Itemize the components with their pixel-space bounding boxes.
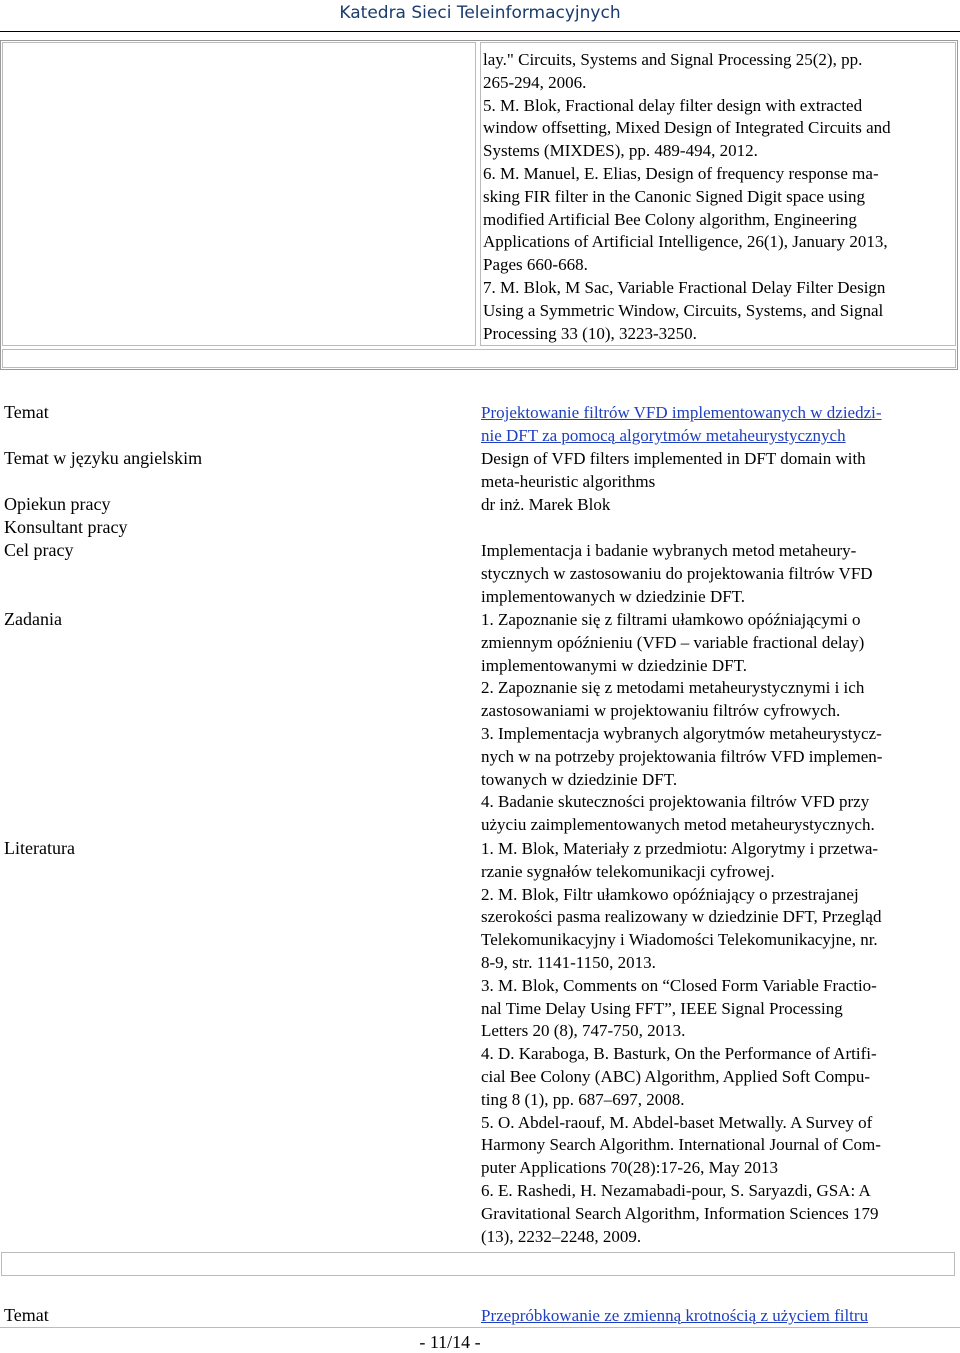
literature-line: Telekomunikacyjny i Wiadomości Telekomunikacyjne, nr.: [481, 930, 878, 950]
supervisor-value: dr inż. Marek Blok: [481, 495, 611, 514]
topic-title-en-line: Design of VFD filters implemented in DFT domain with: [481, 449, 866, 468]
consultant-value: [481, 517, 951, 540]
literature-line: window offsetting, Mixed Design of Integrated Circuits and: [483, 118, 891, 138]
literature-value: [481, 838, 951, 1248]
literature-line: Processing 33 (10), 3223-3250.: [483, 323, 697, 343]
task-line: 3. Implementacja wybranych algorytmów metaheurystycz-: [481, 723, 882, 743]
literature-line: lay." Circuits, Systems and Signal Processing 25(2), pp.: [483, 50, 863, 69]
task-line: użyciu zaimplementowanych metod metaheurystycznych.: [481, 815, 875, 835]
literature-line: 8-9, str. 1141-1150, 2013.: [481, 952, 656, 972]
literature-line: 6. M. Manuel, E. Elias, Design of frequency response ma-: [483, 163, 879, 183]
label-temat-next: Temat: [4, 1305, 49, 1325]
label-zadania: Zadania: [4, 609, 62, 629]
task-line: 2. Zapoznanie się z metodami metaheurystycznymi i ich: [481, 678, 865, 698]
label-opiekun: Opiekun pracy: [4, 494, 111, 514]
table-spacer-row: [2, 349, 956, 368]
literature-line: cial Bee Colony (ABC) Algorithm, Applied Soft Compu-: [481, 1066, 871, 1086]
task-line: zastosowaniami w projektowaniu filtrów cyfrowych.: [481, 701, 841, 721]
label-literatura: Literatura: [4, 838, 75, 858]
table-spacer-row: [1, 1252, 955, 1276]
topic-title-line[interactable]: Projektowanie filtrów VFD implementowanych w dziedzi-: [481, 403, 882, 422]
label-konsultant: Konsultant pracy: [4, 517, 128, 537]
page-number: - 11/14 -: [419, 1332, 481, 1352]
goal-line: implementowanych w dziedzinie DFT.: [481, 586, 746, 606]
literature-line: 265-294, 2006.: [483, 72, 587, 92]
continued-literature-list: [483, 49, 955, 345]
task-line: towanych w dziedzinie DFT.: [481, 769, 678, 789]
literature-line: 5. O. Abdel-raouf, M. Abdel-baset Metwally. A Survey of: [481, 1112, 873, 1132]
header-title: Katedra Sieci Teleinformacyjnych: [339, 3, 621, 23]
task-line: nych w na potrzeby projektowania filtrów VFD implemen-: [481, 746, 883, 766]
task-line: 1. Zapoznanie się z filtrami ułamkowo opóźniającymi o: [481, 610, 861, 629]
literature-line: puter Applications 70(28):17-26, May 2013: [481, 1158, 778, 1178]
goal-line: stycznych w zastosowaniu do projektowania filtrów VFD: [481, 563, 873, 583]
label-temat: Temat: [4, 402, 49, 422]
topic-title-en: [481, 448, 951, 494]
literature-line: Letters 20 (8), 747-750, 2013.: [481, 1021, 686, 1041]
literature-line: (13), 2232–2248, 2009.: [481, 1226, 642, 1246]
continued-table: [0, 40, 958, 370]
goal-line: Implementacja i badanie wybranych metod metaheury-: [481, 541, 857, 560]
task-line: zmiennym opóźnieniu (VFD – variable fractional delay): [481, 632, 865, 652]
task-line: implementowanymi w dziedzinie DFT.: [481, 655, 747, 675]
literature-line: Gravitational Search Algorithm, Information Sciences 179: [481, 1203, 879, 1223]
topic-title-line[interactable]: nie DFT za pomocą algorytmów metaheurystycznych: [481, 425, 846, 445]
literature-line: 7. M. Blok, M Sac, Variable Fractional Delay Filter Design: [483, 277, 886, 297]
next-topic-title[interactable]: Przepróbkowanie ze zmienną krotnością z użyciem filtru: [481, 1306, 869, 1325]
literature-line: 2. M. Blok, Filtr ułamkowo opóźniający o przestrajanej: [481, 884, 859, 904]
literature-line: ting 8 (1), pp. 687–697, 2008.: [481, 1089, 685, 1109]
tasks-value: [481, 609, 951, 837]
label-temat-en: Temat w języku angielskim: [4, 448, 203, 468]
goal-value: [481, 540, 951, 608]
literature-line: Applications of Artificial Intelligence, 26(1), January 2013,: [483, 232, 888, 252]
literature-line: 5. M. Blok, Fractional delay filter design with extracted: [483, 95, 863, 115]
footer-divider: [0, 1327, 960, 1328]
literature-line: szerokości pasma realizowany w dziedzinie DFT, Przegląd: [481, 907, 882, 927]
literature-line: Using a Symmetric Window, Circuits, Systems, and Signal: [483, 300, 884, 320]
label-cel: Cel pracy: [4, 540, 74, 560]
literature-line: Pages 660-668.: [483, 255, 588, 275]
literature-line: Harmony Search Algorithm. International Journal of Com-: [481, 1135, 881, 1155]
literature-line: 4. D. Karaboga, B. Basturk, On the Performance of Artifi-: [481, 1044, 877, 1064]
literature-line: sking FIR filter in the Canonic Signed Digit space using: [483, 186, 865, 206]
topic-title[interactable]: [481, 402, 951, 448]
literature-line: rzanie sygnałów telekomunikacji cyfrowej.: [481, 861, 775, 881]
continued-label-cell: [2, 42, 476, 346]
literature-line: nal Time Delay Using FFT”, IEEE Signal Processing: [481, 998, 843, 1018]
literature-line: Systems (MIXDES), pp. 489-494, 2012.: [483, 141, 758, 161]
literature-line: 1. M. Blok, Materiały z przedmiotu: Algorytmy i przetwa-: [481, 839, 879, 858]
header-divider: [0, 31, 960, 32]
literature-line: 3. M. Blok, Comments on “Closed Form Variable Fractio-: [481, 975, 877, 995]
literature-line: modified Artificial Bee Colony algorithm, Engineering: [483, 209, 857, 229]
task-line: 4. Badanie skuteczności projektowania filtrów VFD przy: [481, 792, 870, 812]
literature-line: 6. E. Rashedi, H. Nezamabadi-pour, S. Saryazdi, GSA: A: [481, 1180, 871, 1200]
topic-title-en-line: meta-heuristic algorithms: [481, 471, 656, 491]
continued-literature-cell: [480, 42, 956, 346]
